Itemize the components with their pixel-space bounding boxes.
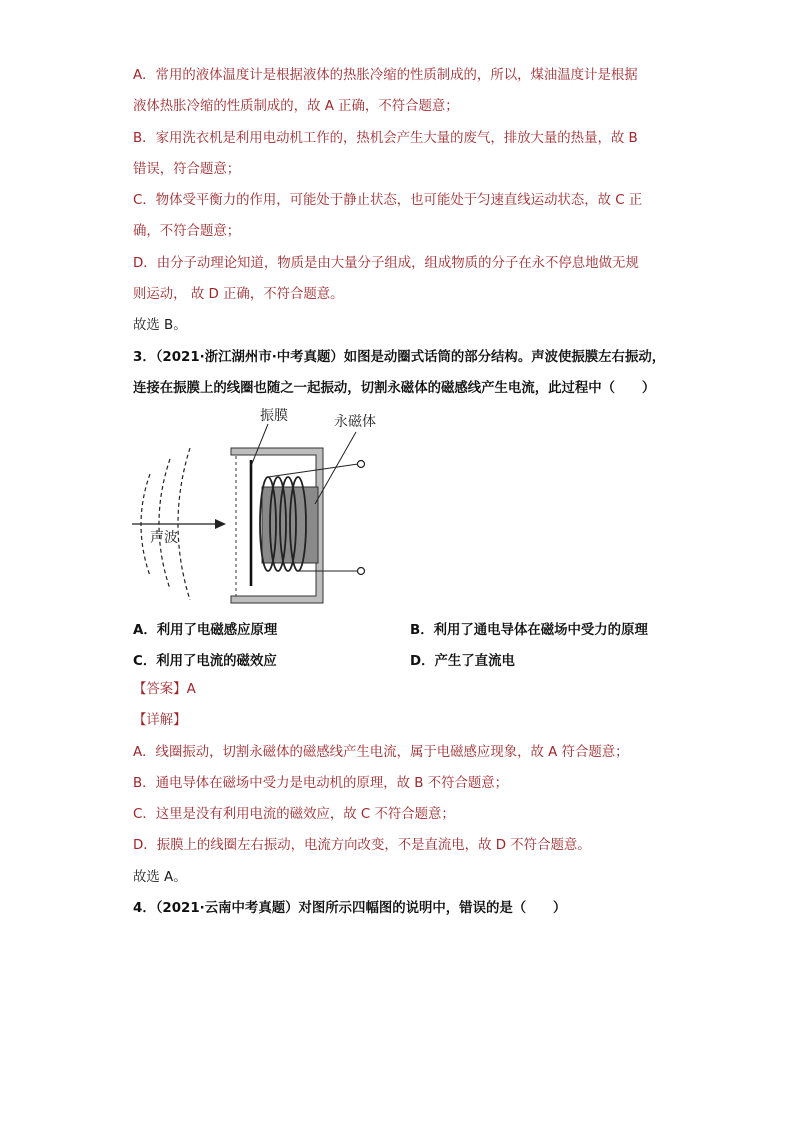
q3-option-d[interactable]: D．产生了直流电: [410, 654, 515, 669]
q3-detail-d: D．振膜上的线圈左右振动，电流方向改变，不是直流电，故 D 不符合题意。: [133, 838, 591, 853]
answer-tag: 【答案】: [133, 682, 187, 697]
prev-solution-b-line2: 错误，符合题意；: [133, 162, 241, 177]
prev-solution-b-line1: B．家用洗衣机是利用电动机工作的，热机会产生大量的废气，排放大量的热量，故 B: [133, 131, 638, 146]
q3-option-c[interactable]: C．利用了电流的磁效应: [133, 654, 277, 669]
q4-stem: 4．（2021·云南中考真题）对图所示四幅图的说明中，错误的是（ ）: [133, 901, 567, 916]
answer-value: A: [186, 682, 196, 697]
sound-wave-arrowhead: [215, 519, 226, 529]
q3-stem-line2: 连接在振膜上的线圈也随之一起振动，切割永磁体的磁感线产生电流，此过程中（ ）: [133, 381, 656, 396]
detail-tag: 【详解】: [133, 713, 187, 728]
prev-solution-a-line1: A．常用的液体温度计是根据液体的热胀冷缩的性质制成的，所以，煤油温度计是根据: [133, 68, 638, 83]
prev-solution-d-line2: 则运动， 故 D 正确，不符合题意。: [133, 287, 344, 302]
prev-conclusion: 故选 B。: [133, 318, 187, 333]
q3-option-a[interactable]: A．利用了电磁感应原理: [133, 623, 278, 638]
leader-diaphragm: [251, 424, 268, 466]
q3-answer: [133, 681, 673, 699]
q3-detail-b: B．通电导体在磁场中受力是电动机的原理，故 B 不符合题意；: [133, 776, 509, 791]
microphone-diagram: [128, 404, 378, 610]
terminal-bottom: [358, 568, 365, 575]
prev-solution-c-line1: C．物体受平衡力的作用，可能处于静止状态，也可能处于匀速直线运动状态，故 C 正: [133, 193, 643, 208]
prev-solution-d-line1: D．由分子动理论知道，物质是由大量分子组成，组成物质的分子在永不停息地做无规: [133, 256, 639, 271]
q3-detail-a: A．线圈振动，切割永磁体的磁感线产生电流，属于电磁感应现象，故 A 符合题意；: [133, 745, 629, 760]
terminal-top: [358, 461, 365, 468]
q3-option-b[interactable]: B．利用了通电导体在磁场中受力的原理: [410, 623, 648, 638]
label-permanent-magnet: 永磁体: [334, 414, 376, 430]
q3-detail-c: C．这里是没有利用电流的磁效应，故 C 不符合题意；: [133, 807, 455, 822]
q3-conclusion: 故选 A。: [133, 870, 187, 885]
label-diaphragm: 振膜: [260, 408, 288, 424]
label-sound-wave: 声波: [150, 530, 178, 546]
coil-lead-top: [268, 464, 358, 477]
q3-stem-line1: 3．（2021·浙江湖州市·中考真题）如图是动圈式话筒的部分结构。声波使振膜左右振动，: [133, 350, 666, 365]
prev-solution-c-line2: 确，不符合题意；: [133, 224, 241, 239]
prev-solution-a-line2: 液体热胀冷缩的性质制成的，故 A 正确，不符合题意；: [133, 99, 459, 114]
sound-wave-arc-1: [141, 474, 150, 576]
